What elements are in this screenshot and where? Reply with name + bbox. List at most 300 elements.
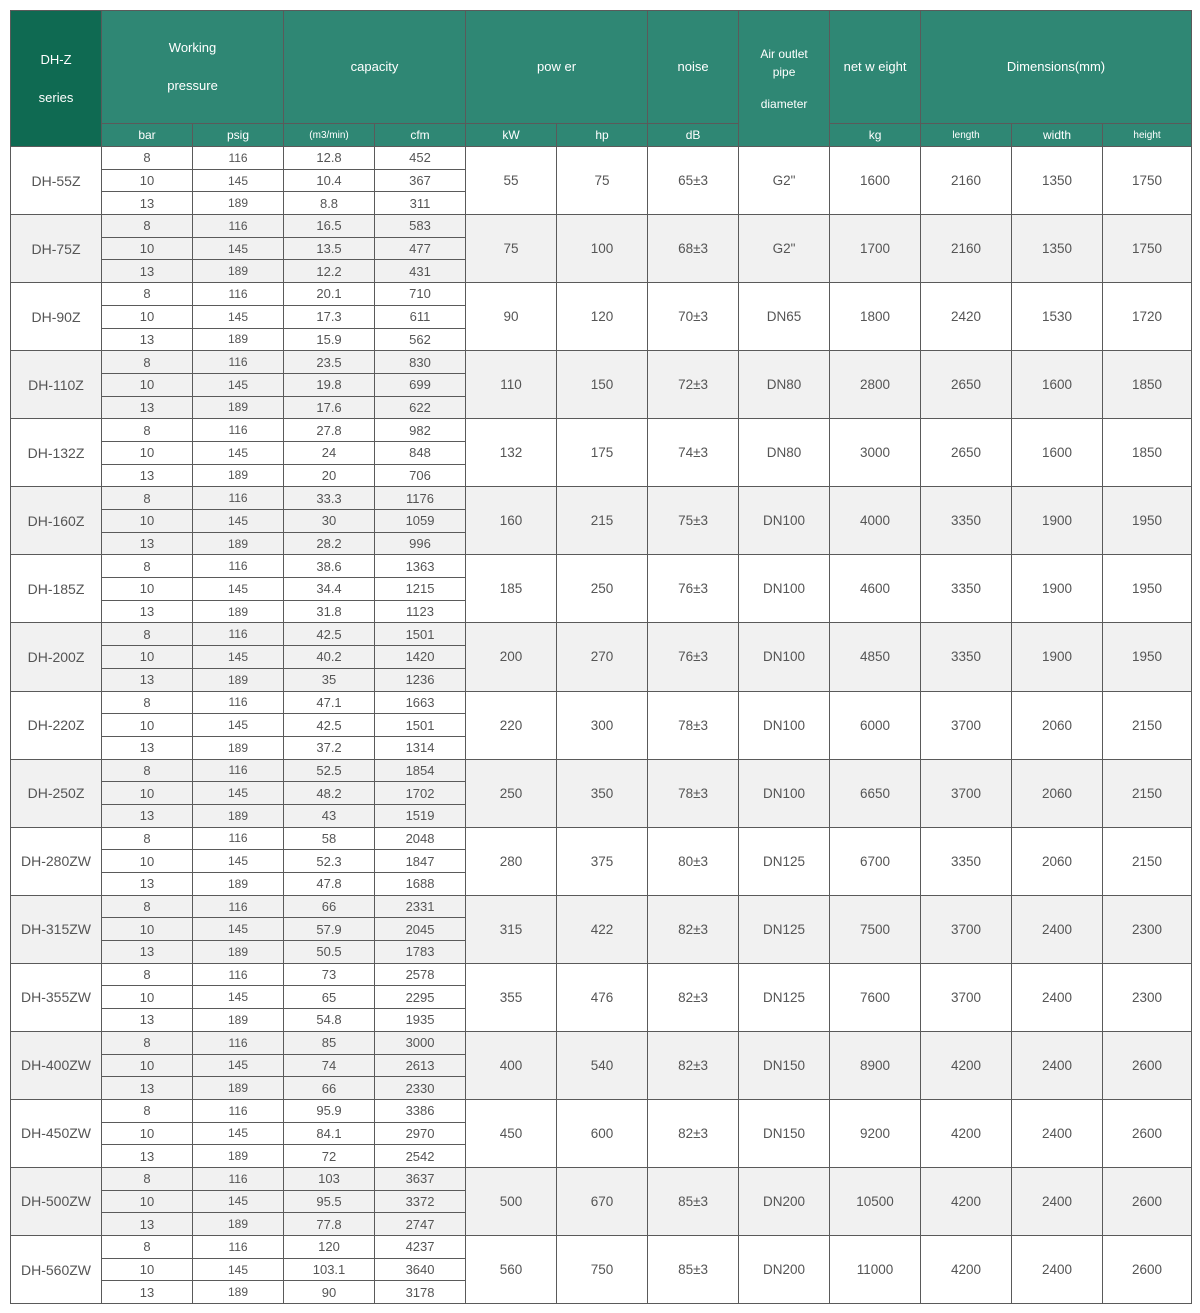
weight-cell: 8900 <box>830 1031 921 1099</box>
bar-cell: 10 <box>102 850 193 873</box>
bar-cell: 13 <box>102 192 193 215</box>
capacity-m3-cell: 47.8 <box>284 873 375 896</box>
capacity-cfm-cell: 710 <box>375 283 466 306</box>
psig-cell: 116 <box>193 1167 284 1190</box>
noise-cell: 70±3 <box>648 283 739 351</box>
model-cell: DH-315ZW <box>11 895 102 963</box>
capacity-cfm-cell: 583 <box>375 215 466 238</box>
capacity-cfm-cell: 1420 <box>375 646 466 669</box>
capacity-m3-cell: 24 <box>284 441 375 464</box>
power-kw-cell: 132 <box>466 419 557 487</box>
noise-cell: 82±3 <box>648 895 739 963</box>
capacity-cfm-cell: 1363 <box>375 555 466 578</box>
capacity-cfm-cell: 3178 <box>375 1281 466 1304</box>
power-hp-cell: 100 <box>557 215 648 283</box>
power-hp-cell: 215 <box>557 487 648 555</box>
capacity-cfm-cell: 3637 <box>375 1167 466 1190</box>
table-header <box>11 11 1192 147</box>
capacity-cfm-cell: 848 <box>375 441 466 464</box>
length-cell: 2160 <box>921 215 1012 283</box>
noise-cell: 76±3 <box>648 555 739 623</box>
bar-cell: 13 <box>102 941 193 964</box>
capacity-cfm-cell: 1854 <box>375 759 466 782</box>
capacity-cfm-cell: 477 <box>375 237 466 260</box>
capacity-m3-cell: 95.5 <box>284 1190 375 1213</box>
capacity-m3-cell: 47.1 <box>284 691 375 714</box>
capacity-m3-cell: 103 <box>284 1167 375 1190</box>
capacity-m3-cell: 48.2 <box>284 782 375 805</box>
capacity-m3-cell: 42.5 <box>284 623 375 646</box>
bar-cell: 8 <box>102 419 193 442</box>
capacity-m3-cell: 72 <box>284 1145 375 1168</box>
noise-cell: 85±3 <box>648 1167 739 1235</box>
psig-cell: 189 <box>193 600 284 623</box>
capacity-m3-cell: 85 <box>284 1031 375 1054</box>
capacity-cfm-cell: 1314 <box>375 736 466 759</box>
psig-cell: 145 <box>193 1258 284 1281</box>
psig-cell: 189 <box>193 668 284 691</box>
psig-cell: 145 <box>193 373 284 396</box>
psig-cell: 116 <box>193 215 284 238</box>
pipe-cell: DN100 <box>739 555 830 623</box>
header-capacity: capacity <box>284 11 466 124</box>
table-row <box>11 215 1192 238</box>
psig-cell: 116 <box>193 283 284 306</box>
table-row <box>11 487 1192 510</box>
table-row <box>11 759 1192 782</box>
psig-cell: 145 <box>193 169 284 192</box>
capacity-cfm-cell: 2542 <box>375 1145 466 1168</box>
power-hp-cell: 422 <box>557 895 648 963</box>
psig-cell: 116 <box>193 895 284 918</box>
table-row <box>11 827 1192 850</box>
psig-cell: 189 <box>193 464 284 487</box>
header-power: pow er <box>466 11 648 124</box>
capacity-m3-cell: 52.5 <box>284 759 375 782</box>
bar-cell: 8 <box>102 487 193 510</box>
capacity-cfm-cell: 2970 <box>375 1122 466 1145</box>
power-kw-cell: 110 <box>466 351 557 419</box>
psig-cell: 145 <box>193 305 284 328</box>
power-kw-cell: 280 <box>466 827 557 895</box>
capacity-m3-cell: 52.3 <box>284 850 375 873</box>
bar-cell: 13 <box>102 1145 193 1168</box>
bar-cell: 8 <box>102 963 193 986</box>
psig-cell: 189 <box>193 260 284 283</box>
model-cell: DH-220Z <box>11 691 102 759</box>
power-kw-cell: 160 <box>466 487 557 555</box>
power-hp-cell: 600 <box>557 1099 648 1167</box>
length-cell: 3700 <box>921 895 1012 963</box>
unit-db: dB <box>648 124 739 147</box>
capacity-m3-cell: 40.2 <box>284 646 375 669</box>
power-kw-cell: 55 <box>466 147 557 215</box>
psig-cell: 116 <box>193 555 284 578</box>
capacity-cfm-cell: 699 <box>375 373 466 396</box>
capacity-m3-cell: 19.8 <box>284 373 375 396</box>
psig-cell: 145 <box>193 646 284 669</box>
bar-cell: 10 <box>102 373 193 396</box>
width-cell: 2400 <box>1012 1236 1103 1304</box>
pipe-cell: DN100 <box>739 691 830 759</box>
table-row <box>11 1031 1192 1054</box>
height-cell: 1850 <box>1103 419 1192 487</box>
height-cell: 2600 <box>1103 1236 1192 1304</box>
noise-cell: 72±3 <box>648 351 739 419</box>
bar-cell: 10 <box>102 782 193 805</box>
bar-cell: 13 <box>102 260 193 283</box>
psig-cell: 116 <box>193 691 284 714</box>
capacity-m3-cell: 16.5 <box>284 215 375 238</box>
height-cell: 1720 <box>1103 283 1192 351</box>
capacity-m3-cell: 30 <box>284 510 375 533</box>
capacity-cfm-cell: 311 <box>375 192 466 215</box>
bar-cell: 13 <box>102 804 193 827</box>
capacity-cfm-cell: 1123 <box>375 600 466 623</box>
header-working-pressure <box>102 11 284 124</box>
weight-cell: 1800 <box>830 283 921 351</box>
power-hp-cell: 350 <box>557 759 648 827</box>
psig-cell: 145 <box>193 1122 284 1145</box>
psig-cell: 145 <box>193 578 284 601</box>
table-row <box>11 1167 1192 1190</box>
table-row <box>11 1236 1192 1259</box>
power-hp-cell: 300 <box>557 691 648 759</box>
capacity-cfm-cell: 1501 <box>375 714 466 737</box>
pipe-cell: DN125 <box>739 895 830 963</box>
height-cell: 1950 <box>1103 555 1192 623</box>
capacity-m3-cell: 8.8 <box>284 192 375 215</box>
power-hp-cell: 375 <box>557 827 648 895</box>
capacity-cfm-cell: 1176 <box>375 487 466 510</box>
psig-cell: 145 <box>193 1190 284 1213</box>
capacity-cfm-cell: 1236 <box>375 668 466 691</box>
length-cell: 2650 <box>921 351 1012 419</box>
noise-cell: 76±3 <box>648 623 739 691</box>
bar-cell: 13 <box>102 668 193 691</box>
capacity-m3-cell: 50.5 <box>284 941 375 964</box>
model-cell: DH-400ZW <box>11 1031 102 1099</box>
bar-cell: 13 <box>102 873 193 896</box>
psig-cell: 189 <box>193 1009 284 1032</box>
power-hp-cell: 670 <box>557 1167 648 1235</box>
length-cell: 4200 <box>921 1031 1012 1099</box>
capacity-cfm-cell: 611 <box>375 305 466 328</box>
bar-cell: 8 <box>102 691 193 714</box>
weight-cell: 1700 <box>830 215 921 283</box>
unit-width: width <box>1012 124 1103 147</box>
bar-cell: 8 <box>102 759 193 782</box>
capacity-cfm-cell: 2331 <box>375 895 466 918</box>
psig-cell: 116 <box>193 827 284 850</box>
capacity-cfm-cell: 1783 <box>375 941 466 964</box>
unit-kw: kW <box>466 124 557 147</box>
width-cell: 1900 <box>1012 487 1103 555</box>
capacity-cfm-cell: 431 <box>375 260 466 283</box>
capacity-m3-cell: 84.1 <box>284 1122 375 1145</box>
air-line1: Air outlet <box>760 46 808 61</box>
psig-cell: 145 <box>193 782 284 805</box>
power-hp-cell: 250 <box>557 555 648 623</box>
length-cell: 3350 <box>921 623 1012 691</box>
unit-kg: kg <box>830 124 921 147</box>
pipe-cell: G2" <box>739 215 830 283</box>
bar-cell: 8 <box>102 215 193 238</box>
capacity-m3-cell: 10.4 <box>284 169 375 192</box>
bar-cell: 8 <box>102 895 193 918</box>
width-cell: 2060 <box>1012 759 1103 827</box>
capacity-m3-cell: 58 <box>284 827 375 850</box>
weight-cell: 6000 <box>830 691 921 759</box>
bar-cell: 13 <box>102 1281 193 1304</box>
capacity-m3-cell: 15.9 <box>284 328 375 351</box>
capacity-m3-cell: 12.2 <box>284 260 375 283</box>
noise-cell: 82±3 <box>648 963 739 1031</box>
bar-cell: 13 <box>102 396 193 419</box>
psig-cell: 116 <box>193 1031 284 1054</box>
bar-cell: 13 <box>102 1009 193 1032</box>
psig-cell: 116 <box>193 963 284 986</box>
spec-table <box>10 10 1192 1304</box>
unit-m3min: (m3/min) <box>284 124 375 147</box>
psig-cell: 116 <box>193 147 284 170</box>
bar-cell: 13 <box>102 1077 193 1100</box>
model-cell: DH-280ZW <box>11 827 102 895</box>
capacity-cfm-cell: 1702 <box>375 782 466 805</box>
width-cell: 2400 <box>1012 1099 1103 1167</box>
width-cell: 2060 <box>1012 827 1103 895</box>
capacity-cfm-cell: 1215 <box>375 578 466 601</box>
psig-cell: 189 <box>193 396 284 419</box>
psig-cell: 189 <box>193 873 284 896</box>
table-row <box>11 1099 1192 1122</box>
capacity-cfm-cell: 706 <box>375 464 466 487</box>
capacity-cfm-cell: 830 <box>375 351 466 374</box>
weight-cell: 3000 <box>830 419 921 487</box>
capacity-m3-cell: 90 <box>284 1281 375 1304</box>
capacity-m3-cell: 73 <box>284 963 375 986</box>
height-cell: 2600 <box>1103 1031 1192 1099</box>
power-hp-cell: 150 <box>557 351 648 419</box>
pipe-cell: DN200 <box>739 1236 830 1304</box>
length-cell: 4200 <box>921 1167 1012 1235</box>
width-cell: 1530 <box>1012 283 1103 351</box>
capacity-m3-cell: 23.5 <box>284 351 375 374</box>
capacity-m3-cell: 17.3 <box>284 305 375 328</box>
psig-cell: 189 <box>193 1213 284 1236</box>
psig-cell: 145 <box>193 237 284 260</box>
pipe-cell: DN100 <box>739 759 830 827</box>
table-row <box>11 351 1192 374</box>
width-cell: 2400 <box>1012 895 1103 963</box>
model-cell: DH-90Z <box>11 283 102 351</box>
psig-cell: 116 <box>193 351 284 374</box>
psig-cell: 116 <box>193 759 284 782</box>
bar-cell: 10 <box>102 1122 193 1145</box>
power-kw-cell: 500 <box>466 1167 557 1235</box>
noise-cell: 82±3 <box>648 1031 739 1099</box>
length-cell: 3700 <box>921 963 1012 1031</box>
psig-cell: 189 <box>193 1281 284 1304</box>
noise-cell: 74±3 <box>648 419 739 487</box>
bar-cell: 10 <box>102 646 193 669</box>
capacity-m3-cell: 65 <box>284 986 375 1009</box>
power-kw-cell: 200 <box>466 623 557 691</box>
capacity-m3-cell: 54.8 <box>284 1009 375 1032</box>
height-cell: 1750 <box>1103 215 1192 283</box>
table-row <box>11 419 1192 442</box>
width-cell: 2400 <box>1012 1167 1103 1235</box>
bar-cell: 13 <box>102 1213 193 1236</box>
pipe-cell: G2" <box>739 147 830 215</box>
capacity-m3-cell: 17.6 <box>284 396 375 419</box>
model-cell: DH-160Z <box>11 487 102 555</box>
model-cell: DH-55Z <box>11 147 102 215</box>
header-dimensions: Dimensions(mm) <box>921 11 1192 124</box>
psig-cell: 189 <box>193 532 284 555</box>
width-cell: 1350 <box>1012 215 1103 283</box>
unit-cfm: cfm <box>375 124 466 147</box>
power-kw-cell: 75 <box>466 215 557 283</box>
capacity-cfm-cell: 3372 <box>375 1190 466 1213</box>
width-cell: 1600 <box>1012 419 1103 487</box>
bar-cell: 8 <box>102 147 193 170</box>
bar-cell: 8 <box>102 1236 193 1259</box>
bar-cell: 8 <box>102 555 193 578</box>
capacity-m3-cell: 74 <box>284 1054 375 1077</box>
table-row <box>11 691 1192 714</box>
capacity-m3-cell: 35 <box>284 668 375 691</box>
power-hp-cell: 476 <box>557 963 648 1031</box>
capacity-cfm-cell: 452 <box>375 147 466 170</box>
weight-cell: 6650 <box>830 759 921 827</box>
capacity-cfm-cell: 1059 <box>375 510 466 533</box>
bar-cell: 10 <box>102 918 193 941</box>
capacity-m3-cell: 43 <box>284 804 375 827</box>
noise-cell: 78±3 <box>648 759 739 827</box>
psig-cell: 145 <box>193 918 284 941</box>
capacity-m3-cell: 120 <box>284 1236 375 1259</box>
capacity-m3-cell: 12.8 <box>284 147 375 170</box>
psig-cell: 189 <box>193 1145 284 1168</box>
power-kw-cell: 220 <box>466 691 557 759</box>
psig-cell: 189 <box>193 192 284 215</box>
model-cell: DH-500ZW <box>11 1167 102 1235</box>
bar-cell: 8 <box>102 1099 193 1122</box>
psig-cell: 189 <box>193 328 284 351</box>
power-kw-cell: 90 <box>466 283 557 351</box>
working-line1: Working <box>168 40 217 55</box>
bar-cell: 8 <box>102 351 193 374</box>
capacity-m3-cell: 33.3 <box>284 487 375 510</box>
bar-cell: 8 <box>102 623 193 646</box>
header-net-weight: net w eight <box>830 11 921 124</box>
capacity-cfm-cell: 562 <box>375 328 466 351</box>
table-row <box>11 283 1192 306</box>
model-cell: DH-185Z <box>11 555 102 623</box>
bar-cell: 10 <box>102 305 193 328</box>
height-cell: 2600 <box>1103 1099 1192 1167</box>
capacity-m3-cell: 27.8 <box>284 419 375 442</box>
table-body <box>11 147 1192 1304</box>
weight-cell: 4850 <box>830 623 921 691</box>
model-cell: DH-250Z <box>11 759 102 827</box>
length-cell: 3700 <box>921 759 1012 827</box>
height-cell: 1750 <box>1103 147 1192 215</box>
power-hp-cell: 120 <box>557 283 648 351</box>
table-row <box>11 895 1192 918</box>
power-kw-cell: 355 <box>466 963 557 1031</box>
weight-cell: 4600 <box>830 555 921 623</box>
model-cell: DH-355ZW <box>11 963 102 1031</box>
noise-cell: 85±3 <box>648 1236 739 1304</box>
power-hp-cell: 270 <box>557 623 648 691</box>
capacity-m3-cell: 37.2 <box>284 736 375 759</box>
capacity-cfm-cell: 2048 <box>375 827 466 850</box>
length-cell: 2160 <box>921 147 1012 215</box>
capacity-m3-cell: 103.1 <box>284 1258 375 1281</box>
header-air-outlet <box>739 11 830 147</box>
capacity-cfm-cell: 2295 <box>375 986 466 1009</box>
capacity-cfm-cell: 2045 <box>375 918 466 941</box>
psig-cell: 116 <box>193 623 284 646</box>
length-cell: 3350 <box>921 827 1012 895</box>
bar-cell: 13 <box>102 600 193 623</box>
power-hp-cell: 540 <box>557 1031 648 1099</box>
bar-cell: 10 <box>102 714 193 737</box>
table-row <box>11 963 1192 986</box>
capacity-cfm-cell: 2613 <box>375 1054 466 1077</box>
noise-cell: 68±3 <box>648 215 739 283</box>
header-series <box>11 11 102 147</box>
height-cell: 2150 <box>1103 827 1192 895</box>
psig-cell: 116 <box>193 487 284 510</box>
pipe-cell: DN80 <box>739 419 830 487</box>
pipe-cell: DN80 <box>739 351 830 419</box>
power-kw-cell: 185 <box>466 555 557 623</box>
capacity-cfm-cell: 3640 <box>375 1258 466 1281</box>
pipe-cell: DN125 <box>739 827 830 895</box>
model-cell: DH-560ZW <box>11 1236 102 1304</box>
psig-cell: 189 <box>193 1077 284 1100</box>
noise-cell: 75±3 <box>648 487 739 555</box>
capacity-cfm-cell: 622 <box>375 396 466 419</box>
capacity-cfm-cell: 1935 <box>375 1009 466 1032</box>
capacity-m3-cell: 13.5 <box>284 237 375 260</box>
length-cell: 2420 <box>921 283 1012 351</box>
psig-cell: 145 <box>193 441 284 464</box>
capacity-m3-cell: 66 <box>284 895 375 918</box>
height-cell: 1950 <box>1103 623 1192 691</box>
weight-cell: 1600 <box>830 147 921 215</box>
bar-cell: 10 <box>102 1054 193 1077</box>
capacity-cfm-cell: 2578 <box>375 963 466 986</box>
air-line2: pipe <box>772 64 796 79</box>
length-cell: 3700 <box>921 691 1012 759</box>
noise-cell: 65±3 <box>648 147 739 215</box>
pipe-cell: DN100 <box>739 487 830 555</box>
width-cell: 2400 <box>1012 963 1103 1031</box>
power-hp-cell: 750 <box>557 1236 648 1304</box>
length-cell: 4200 <box>921 1099 1012 1167</box>
unit-hp: hp <box>557 124 648 147</box>
capacity-m3-cell: 42.5 <box>284 714 375 737</box>
capacity-m3-cell: 77.8 <box>284 1213 375 1236</box>
capacity-cfm-cell: 1519 <box>375 804 466 827</box>
psig-cell: 189 <box>193 941 284 964</box>
psig-cell: 116 <box>193 419 284 442</box>
height-cell: 2300 <box>1103 963 1192 1031</box>
